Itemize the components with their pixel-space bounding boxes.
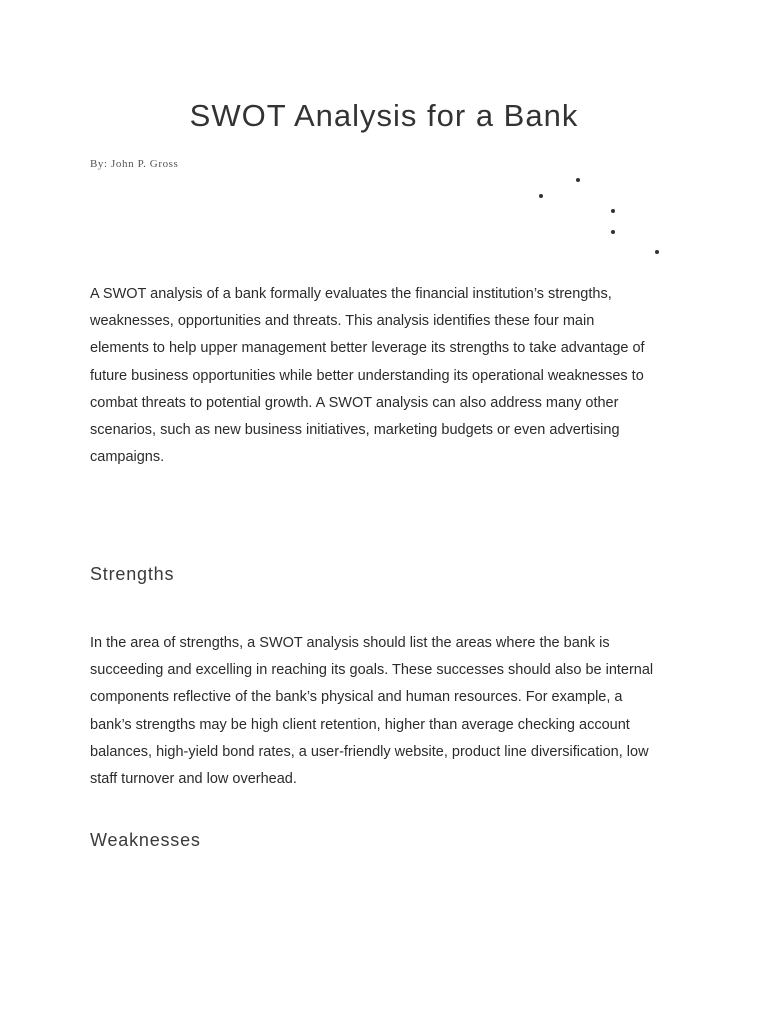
bullet-dot-icon xyxy=(655,250,659,254)
paragraph-line: scenarios, such as new business initiatives, marketing budgets or even advertising xyxy=(90,422,620,439)
bullet-dot-icon xyxy=(611,209,615,213)
paragraph-line: future business opportunities while better understanding its operational weaknesses to xyxy=(90,367,644,384)
paragraph-line: weaknesses, opportunities and threats. This analysis identifies these four main xyxy=(90,313,595,330)
paragraph-line: balances, high-yield bond rates, a user-friendly website, product line diversification, low xyxy=(90,743,649,760)
byline: By: John P. Gross xyxy=(90,158,179,170)
strengths-heading: Strengths xyxy=(90,564,175,584)
bullet-dot-icon xyxy=(611,230,615,234)
strengths-paragraph xyxy=(90,630,690,793)
paragraph-line: bank’s strengths may be high client retention, higher than average checking account xyxy=(90,716,630,733)
paragraph-line: campaigns. xyxy=(90,449,165,466)
paragraph-line: A SWOT analysis of a bank formally evaluates the financial institution’s strengths, xyxy=(90,286,612,302)
bullet-dot-icon xyxy=(576,178,580,182)
page-title: SWOT Analysis for a Bank xyxy=(189,98,579,133)
paragraph-line: combat threats to potential growth. A SWOT analysis can also address many other xyxy=(90,394,619,411)
paragraph-line: staff turnover and low overhead. xyxy=(90,771,297,788)
paragraph-line: succeeding and excelling in reaching its goals. These successes should also be internal xyxy=(90,662,654,679)
bullet-dot-icon xyxy=(539,194,543,198)
intro-paragraph xyxy=(90,281,690,471)
paragraph-line: components reflective of the bank’s physical and human resources. For example, a xyxy=(90,689,623,706)
weaknesses-heading: Weaknesses xyxy=(90,830,201,850)
paragraph-line: In the area of strengths, a SWOT analysis should list the areas where the bank is xyxy=(90,635,610,651)
paragraph-line: elements to help upper management better leverage its strengths to take advantage of xyxy=(90,340,645,357)
